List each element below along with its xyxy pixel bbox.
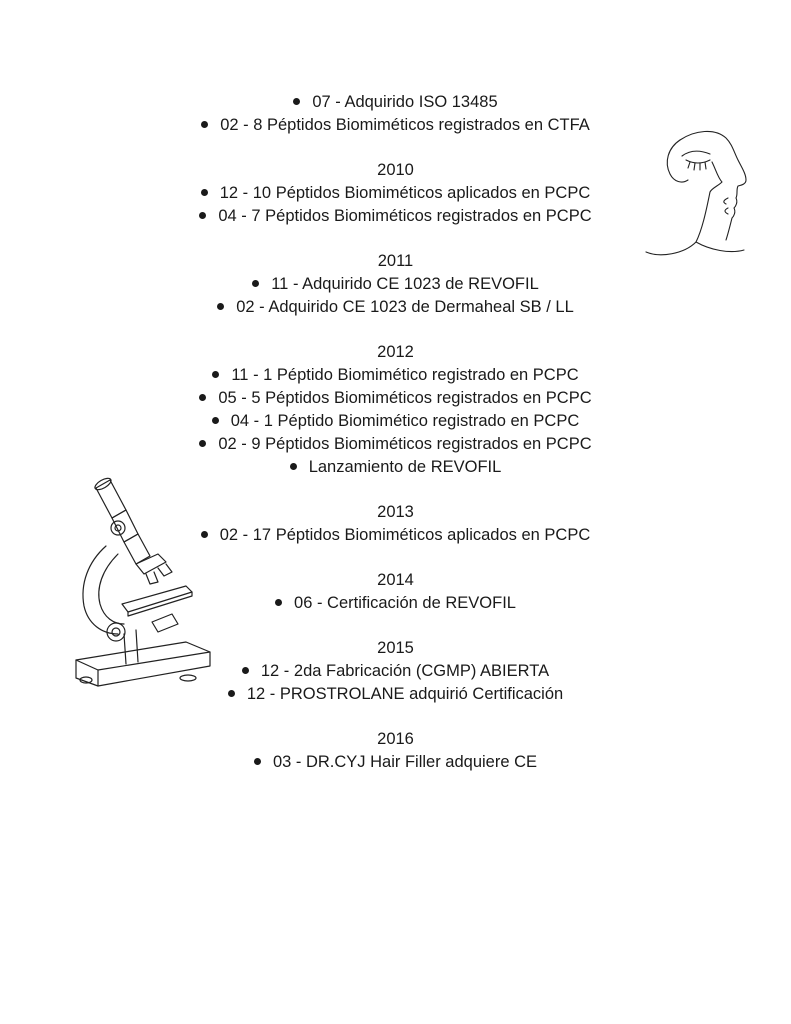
list-item-text: 11 - Adquirido CE 1023 de REVOFIL [271,275,539,293]
list-item [0,433,791,456]
bullet-icon [201,121,208,128]
bullet-icon [254,758,261,765]
list-item [0,387,791,410]
list-item [0,410,791,433]
year-heading: 2014 [377,571,414,589]
list-item-text: Lanzamiento de REVOFIL [308,458,502,476]
list-item [0,364,791,387]
list-item-text: 03 - DR.CYJ Hair Filler adquiere CE [272,753,538,771]
list-item-text: 12 - 10 Péptidos Biomiméticos aplicados en PCPC [219,184,591,202]
list-item-text: 02 - Adquirido CE 1023 de Dermaheal SB / LL [236,298,574,316]
list-item-text: 05 - 5 Péptidos Biomiméticos registrados en PCPC [218,389,592,407]
list-item-text: 06 - Certificación de REVOFIL [294,594,516,612]
year-heading: 2011 [377,252,414,270]
year-heading: 2013 [377,503,414,521]
list-item [0,296,791,319]
list-item-text: 04 - 7 Péptidos Biomiméticos registrados en PCPC [218,207,592,225]
bullet-icon [290,463,297,470]
list-item-text: 02 - 8 Péptidos Biomiméticos registrados en CTFA [220,116,590,134]
year-heading: 2015 [377,639,414,657]
list-item-text: 04 - 1 Péptido Biomimético registrado en PCPC [230,412,580,430]
list-item-text: 02 - 9 Péptidos Biomiméticos registrados en PCPC [218,435,592,453]
year-heading: 2012 [377,343,414,361]
microscope-icon [66,474,216,690]
list-item [0,91,791,114]
year-block [0,341,791,479]
list-item-text: 11 - 1 Péptido Biomimético registrado en PCPC [231,366,579,384]
face-line-art-icon [640,122,760,262]
bullet-icon [199,440,206,447]
bullet-icon [199,212,206,219]
list-item-text: 07 - Adquirido ISO 13485 [312,93,498,111]
year-heading: 2010 [377,161,414,179]
bullet-icon [242,667,249,674]
year-heading: 2016 [377,730,414,748]
bullet-icon [212,371,219,378]
list-item [0,273,791,296]
bullet-icon [217,303,224,310]
bullet-icon [293,98,300,105]
bullet-icon [228,690,235,697]
bullet-icon [201,189,208,196]
bullet-icon [199,394,206,401]
list-item-text: 02 - 17 Péptidos Biomiméticos aplicados en PCPC [219,526,591,544]
list-item-text: 12 - 2da Fabricación (CGMP) ABIERTA [260,662,550,680]
bullet-icon [252,280,259,287]
list-item-text: 12 - PROSTROLANE adquirió Certificación [246,685,564,703]
bullet-icon [275,599,282,606]
bullet-icon [212,417,219,424]
list-item [0,751,791,774]
year-block [0,728,791,774]
